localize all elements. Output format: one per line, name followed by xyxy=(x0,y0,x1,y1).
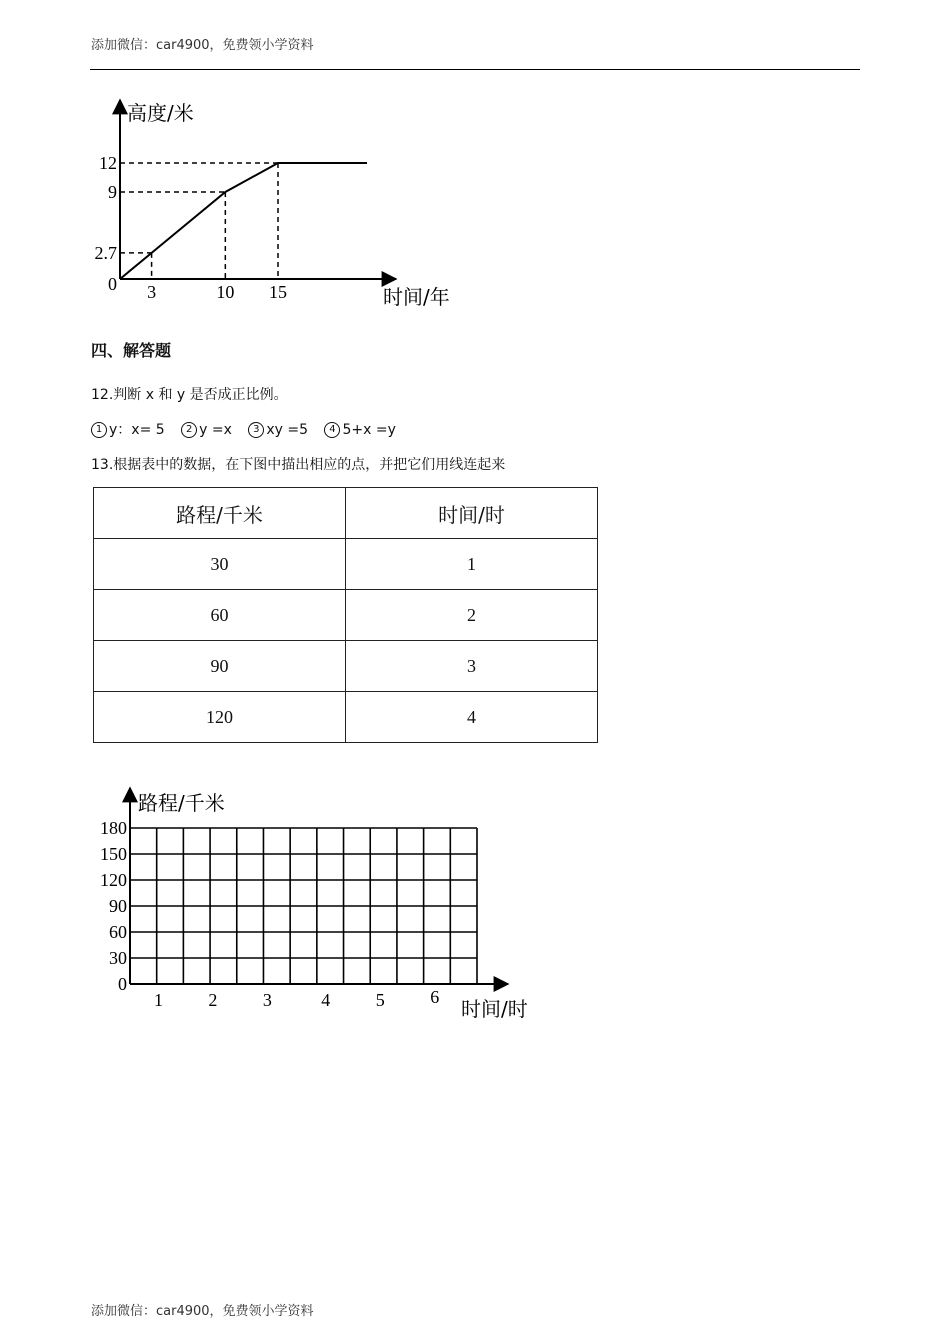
y-tick-label: 120 xyxy=(100,870,127,890)
x-axis-label: 时间/时 xyxy=(461,997,528,1021)
y-tick-label: 0 xyxy=(108,274,117,294)
y-tick-label: 9 xyxy=(108,182,117,202)
question-12-options xyxy=(91,419,408,439)
table-row xyxy=(94,590,598,641)
x-axis-label: 时间/年 xyxy=(383,285,450,309)
x-tick-label: 6 xyxy=(430,987,440,1007)
x-tick-label: 4 xyxy=(321,990,331,1010)
y-axis-label: 高度/米 xyxy=(127,101,194,125)
table-header-cell: 时间/时 xyxy=(346,488,598,539)
circled-number: 1 xyxy=(91,422,107,438)
y-tick-label: 0 xyxy=(118,974,127,994)
height-series-line xyxy=(120,163,367,279)
y-tick-label: 180 xyxy=(100,818,127,838)
table-row xyxy=(94,692,598,743)
table-cell: 3 xyxy=(346,641,598,692)
distance-time-table xyxy=(93,487,598,743)
y-tick-label: 12 xyxy=(99,153,117,173)
option-text: y =x xyxy=(199,422,232,438)
x-tick-label: 2 xyxy=(208,990,218,1010)
option-text: xy =5 xyxy=(266,422,309,438)
x-tick-label: 15 xyxy=(269,282,287,302)
height-time-chart xyxy=(0,0,950,330)
option-4 xyxy=(324,422,395,438)
circled-number: 2 xyxy=(181,422,197,438)
x-tick-label: 3 xyxy=(147,282,157,302)
circled-number: 4 xyxy=(324,422,340,438)
y-tick-label: 2.7 xyxy=(94,242,117,263)
table-header-row xyxy=(94,488,598,539)
x-tick-label: 10 xyxy=(216,282,235,302)
page-footer: 添加微信：car4900，免费领小学资料 xyxy=(91,1304,314,1319)
section-title: 四、解答题 xyxy=(91,341,172,360)
table-row xyxy=(94,539,598,590)
table-cell: 30 xyxy=(94,539,346,590)
y-axis-label: 路程/千米 xyxy=(138,791,225,815)
y-tick-label: 90 xyxy=(109,896,127,916)
table-cell: 4 xyxy=(346,692,598,743)
x-tick-label: 1 xyxy=(153,990,163,1010)
table-cell: 120 xyxy=(94,692,346,743)
y-tick-label: 30 xyxy=(109,948,127,968)
y-tick-label: 60 xyxy=(109,922,127,942)
y-tick-label: 150 xyxy=(100,844,127,864)
question-12: 12.判断 x 和 y 是否成正比例。 xyxy=(91,387,288,403)
table-cell: 2 xyxy=(346,590,598,641)
option-3 xyxy=(248,422,308,438)
table-cell: 90 xyxy=(94,641,346,692)
table-cell: 60 xyxy=(94,590,346,641)
table-row xyxy=(94,641,598,692)
table-header-cell: 路程/千米 xyxy=(94,488,346,539)
option-2 xyxy=(181,422,232,438)
option-1 xyxy=(91,422,165,438)
option-text: 5+x =y xyxy=(342,422,396,438)
page-header: 添加微信：car4900，免费领小学资料 xyxy=(91,38,314,53)
x-tick-label: 5 xyxy=(375,990,385,1010)
x-tick-label: 3 xyxy=(262,990,272,1010)
distance-time-grid xyxy=(0,770,950,1040)
table-cell: 1 xyxy=(346,539,598,590)
question-13: 13.根据表中的数据，在下图中描出相应的点，并把它们用线连起来 xyxy=(91,457,506,473)
option-text: y：x= 5 xyxy=(109,422,165,438)
circled-number: 3 xyxy=(248,422,264,438)
